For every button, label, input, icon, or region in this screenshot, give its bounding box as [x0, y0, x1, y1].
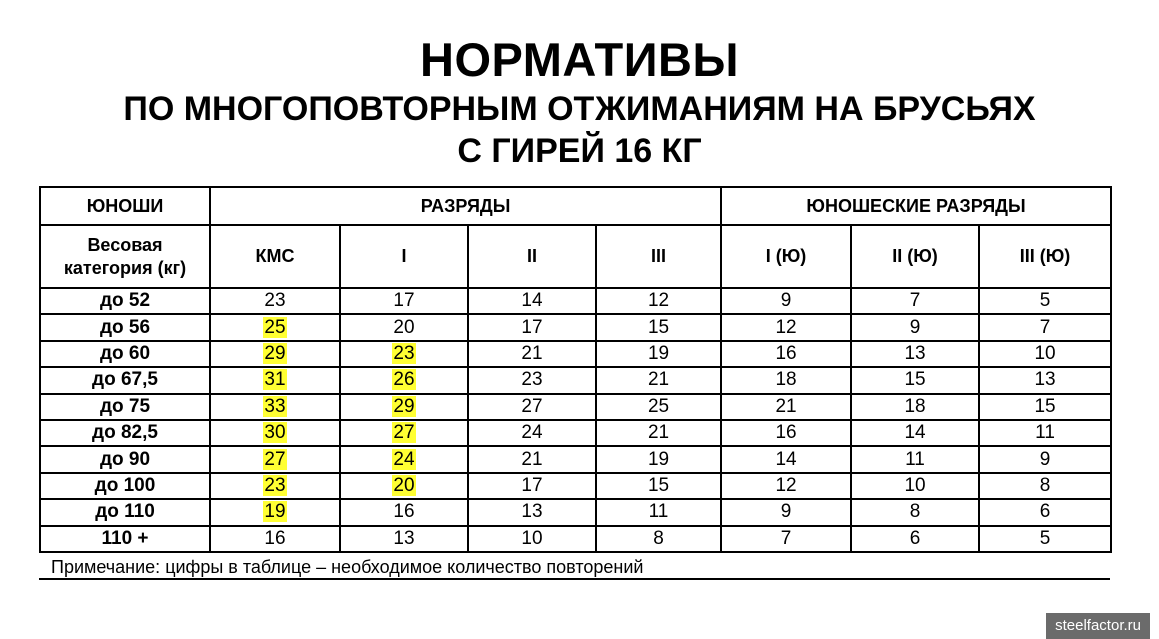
value-cell — [851, 499, 979, 525]
value-text: 23 — [264, 474, 286, 496]
value-cell — [851, 473, 979, 499]
value-text: 10 — [1034, 342, 1056, 364]
value-text: 29 — [264, 342, 286, 364]
header-ranks: РАЗРЯДЫ — [210, 187, 721, 225]
value-cell — [851, 341, 979, 367]
value-text: 12 — [647, 290, 670, 312]
value-text: 24 — [521, 422, 543, 444]
weight-cell: до 52 — [40, 288, 210, 314]
value-text: 30 — [264, 422, 286, 444]
value-text: 12 — [775, 316, 797, 338]
value-text: 16 — [775, 342, 797, 364]
value-text: 19 — [647, 342, 670, 364]
value-cell — [468, 341, 596, 367]
page-title: НОРМАТИВЫ — [420, 33, 739, 86]
value-cell — [468, 526, 596, 552]
value-text: 14 — [521, 290, 543, 312]
value-cell — [210, 394, 340, 420]
value-text: 25 — [264, 316, 286, 338]
table-row — [40, 499, 1111, 525]
value-text: 23 — [521, 369, 543, 391]
value-cell — [721, 420, 851, 446]
value-cell — [596, 499, 721, 525]
value-text: 7 — [1039, 316, 1051, 338]
value-cell — [596, 446, 721, 472]
table-row — [40, 341, 1111, 367]
value-cell — [468, 367, 596, 393]
value-text: 13 — [521, 501, 543, 523]
table-row — [40, 446, 1111, 472]
value-text: 27 — [393, 422, 415, 444]
value-cell — [596, 288, 721, 314]
value-text: 18 — [775, 369, 797, 391]
value-cell — [596, 473, 721, 499]
value-cell — [340, 420, 468, 446]
value-text: 17 — [393, 290, 415, 312]
weight-cell: до 75 — [40, 394, 210, 420]
weight-cell: 110 + — [40, 526, 210, 552]
value-cell — [979, 394, 1111, 420]
value-cell — [210, 420, 340, 446]
header-col-i: I — [340, 225, 468, 288]
value-text: 9 — [1039, 448, 1051, 470]
value-text: 6 — [1039, 501, 1051, 523]
value-text: 11 — [1035, 422, 1055, 444]
column-header-row — [40, 225, 1111, 288]
value-cell — [210, 473, 340, 499]
header-col-iii-youth: III (Ю) — [979, 225, 1111, 288]
value-cell — [340, 446, 468, 472]
value-text: 8 — [653, 527, 664, 549]
value-cell — [979, 314, 1111, 340]
weight-cell: до 100 — [40, 473, 210, 499]
table-row — [40, 473, 1111, 499]
value-cell — [210, 526, 340, 552]
value-text: 21 — [521, 342, 543, 364]
watermark: steelfactor.ru — [1046, 613, 1150, 639]
value-cell — [596, 394, 721, 420]
value-cell — [340, 473, 468, 499]
header-col-ii-youth: II (Ю) — [851, 225, 979, 288]
value-text: 6 — [909, 527, 921, 549]
value-cell — [340, 499, 468, 525]
value-text: 18 — [904, 395, 926, 417]
value-text: 27 — [521, 395, 543, 417]
value-text: 12 — [775, 474, 797, 496]
value-text: 9 — [780, 501, 792, 523]
value-cell — [340, 526, 468, 552]
value-text: 11 — [648, 501, 669, 523]
value-text: 26 — [393, 369, 415, 391]
header-weight-category — [40, 225, 210, 288]
value-text: 8 — [909, 501, 921, 523]
weight-cell: до 90 — [40, 446, 210, 472]
value-cell — [468, 314, 596, 340]
table-row — [40, 314, 1111, 340]
value-text: 21 — [647, 369, 670, 391]
standards-table — [39, 186, 1112, 553]
value-cell — [596, 367, 721, 393]
value-text: 17 — [521, 316, 543, 338]
header-juniors: ЮНОШИ — [40, 187, 210, 225]
value-text: 21 — [775, 395, 797, 417]
value-text: 19 — [264, 501, 286, 523]
value-text: 7 — [909, 290, 921, 312]
value-text: 17 — [521, 474, 543, 496]
value-cell — [851, 288, 979, 314]
value-text: 5 — [1039, 290, 1051, 312]
value-text: 13 — [904, 342, 926, 364]
value-cell — [979, 420, 1111, 446]
value-cell — [210, 288, 340, 314]
value-cell — [340, 288, 468, 314]
group-header-row — [40, 187, 1111, 225]
value-cell — [979, 341, 1111, 367]
value-text: 24 — [393, 448, 415, 470]
value-text: 23 — [393, 342, 415, 364]
value-text: 11 — [905, 448, 925, 470]
table-note: Примечание: цифры в таблице – необходимое количество повторений — [51, 557, 644, 577]
header-weight-line1: Весовая — [87, 234, 163, 255]
page-subtitle-weight: С ГИРЕЙ 16 КГ — [457, 132, 702, 170]
value-cell — [340, 314, 468, 340]
value-text: 15 — [1034, 395, 1056, 417]
value-cell — [468, 394, 596, 420]
value-cell — [979, 473, 1111, 499]
value-text: 25 — [647, 395, 670, 417]
value-text: 20 — [393, 474, 415, 496]
table-row — [40, 367, 1111, 393]
weight-cell: до 110 — [40, 499, 210, 525]
value-cell — [468, 473, 596, 499]
value-text: 21 — [521, 448, 543, 470]
header-col-iii: III — [596, 225, 721, 288]
value-text: 13 — [393, 527, 415, 549]
value-text: 16 — [393, 501, 415, 523]
value-cell — [210, 341, 340, 367]
value-cell — [210, 367, 340, 393]
value-text: 13 — [1034, 369, 1056, 391]
value-cell — [721, 314, 851, 340]
value-cell — [721, 473, 851, 499]
value-cell — [979, 446, 1111, 472]
value-text: 9 — [780, 290, 792, 312]
value-text: 16 — [264, 527, 286, 549]
value-text: 8 — [1039, 474, 1051, 496]
value-cell — [721, 446, 851, 472]
value-text: 15 — [647, 474, 670, 496]
value-cell — [468, 499, 596, 525]
value-text: 10 — [521, 527, 543, 549]
value-text: 31 — [264, 369, 286, 391]
value-text: 27 — [264, 448, 286, 470]
value-cell — [468, 420, 596, 446]
value-cell — [596, 341, 721, 367]
value-cell — [851, 367, 979, 393]
value-cell — [596, 314, 721, 340]
value-cell — [210, 499, 340, 525]
value-text: 21 — [647, 422, 670, 444]
value-text: 19 — [647, 448, 670, 470]
value-cell — [721, 526, 851, 552]
value-text: 23 — [264, 290, 286, 312]
value-cell — [851, 420, 979, 446]
header-weight-line2: категория (кг) — [63, 257, 187, 278]
value-cell — [979, 288, 1111, 314]
weight-cell: до 82,5 — [40, 420, 210, 446]
table-row — [40, 526, 1111, 552]
header-col-i-youth: I (Ю) — [721, 225, 851, 288]
value-cell — [851, 526, 979, 552]
value-cell — [721, 499, 851, 525]
weight-cell: до 60 — [40, 341, 210, 367]
header-col-kms: КМС — [210, 225, 340, 288]
value-cell — [979, 367, 1111, 393]
value-cell — [851, 446, 979, 472]
value-cell — [340, 341, 468, 367]
table-row — [40, 288, 1111, 314]
value-cell — [340, 367, 468, 393]
header-youth-ranks: ЮНОШЕСКИЕ РАЗРЯДЫ — [721, 187, 1111, 225]
value-cell — [721, 341, 851, 367]
value-text: 16 — [775, 422, 797, 444]
value-text: 29 — [393, 395, 415, 417]
note-divider — [39, 578, 1110, 580]
value-text: 14 — [904, 422, 926, 444]
table-row — [40, 420, 1111, 446]
table-row — [40, 394, 1111, 420]
value-text: 15 — [904, 369, 926, 391]
value-cell — [979, 499, 1111, 525]
value-text: 7 — [780, 527, 792, 549]
value-text: 33 — [264, 395, 286, 417]
value-text: 15 — [647, 316, 670, 338]
value-cell — [210, 446, 340, 472]
value-text: 5 — [1039, 527, 1051, 549]
value-cell — [851, 314, 979, 340]
header-col-ii: II — [468, 225, 596, 288]
value-text: 20 — [393, 316, 415, 338]
value-text: 9 — [909, 316, 921, 338]
value-cell — [851, 394, 979, 420]
weight-cell: до 56 — [40, 314, 210, 340]
page-subtitle: ПО МНОГОПОВТОРНЫМ ОТЖИМАНИЯМ НА БРУСЬЯХ — [123, 90, 1036, 128]
value-cell — [468, 446, 596, 472]
value-cell — [340, 394, 468, 420]
value-cell — [596, 420, 721, 446]
value-cell — [468, 288, 596, 314]
value-cell — [596, 526, 721, 552]
value-cell — [721, 288, 851, 314]
value-cell — [210, 314, 340, 340]
value-cell — [721, 367, 851, 393]
value-text: 10 — [904, 474, 926, 496]
value-cell — [721, 394, 851, 420]
value-cell — [979, 526, 1111, 552]
value-text: 14 — [775, 448, 797, 470]
weight-cell: до 67,5 — [40, 367, 210, 393]
